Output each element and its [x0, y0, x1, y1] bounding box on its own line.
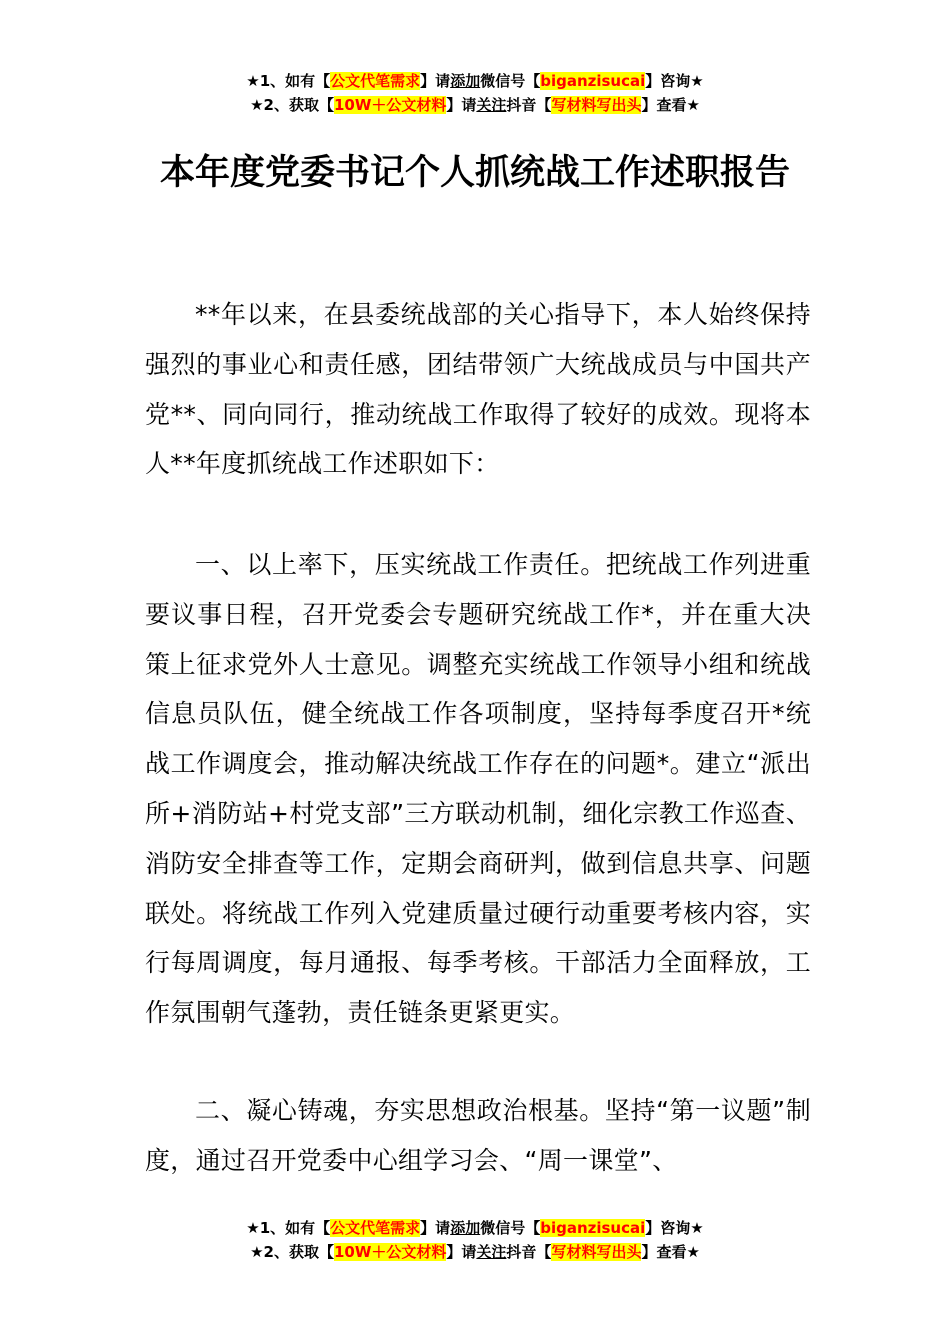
paragraph-text: **年以来，在县委统战部的关心指导下，本人始终保持强烈的事业心和责任感，团结带领广大统战成员与中国共产党**、同向同行，推动统战工作取得了较好的成效。现将本人**年度抓统战工作述职如下： [145, 300, 811, 479]
highlight-douyin-account: 写材料写出头 [551, 96, 642, 114]
banner-line-1 [0, 69, 950, 93]
banner-text: 】请 [446, 96, 477, 114]
underline-text: 关注 [476, 96, 507, 114]
banner-text: ★2、获取【 [250, 96, 334, 114]
highlight-wechat-id: biganzisucai [540, 1219, 646, 1237]
banner-line-2 [0, 1240, 950, 1264]
banner-text: 抖音【 [506, 96, 552, 114]
paragraph-text: 二、凝心铸魂，夯实思想政治根基。坚持“第一议题”制度，通过召开党委中心组学习会、“周一课堂”、 [145, 1096, 811, 1175]
banner-text: 微信号【 [480, 1219, 541, 1237]
header-banner [0, 69, 950, 117]
banner-text: ★2、获取【 [250, 1243, 334, 1261]
highlight-materials: 10W＋公文材料 [333, 96, 447, 114]
banner-text: 微信号【 [480, 72, 541, 90]
highlight-douyin-account: 写材料写出头 [551, 1243, 642, 1261]
highlight-materials: 10W＋公文材料 [333, 1243, 447, 1261]
banner-line-1 [0, 1216, 950, 1240]
banner-text: 】咨询★ [645, 1219, 704, 1237]
paragraph-section-1 [145, 540, 811, 1038]
banner-line-2 [0, 93, 950, 117]
paragraph-section-2 [145, 1086, 811, 1186]
document-title: 本年度党委书记个人抓统战工作述职报告 [159, 153, 790, 193]
banner-text: 】请 [420, 1219, 451, 1237]
footer-banner [0, 1216, 950, 1264]
underline-text: 添加 [450, 72, 481, 90]
banner-text: 】咨询★ [645, 72, 704, 90]
banner-text: 抖音【 [506, 1243, 552, 1261]
highlight-service: 公文代笔需求 [330, 1219, 421, 1237]
banner-text: 】查看★ [641, 1243, 700, 1261]
paragraph-text: 一、以上率下，压实统战工作责任。把统战工作列进重要议事日程，召开党委会专题研究统战工作*，并在重大决策上征求党外人士意见。调整充实统战工作领导小组和统战信息员队伍，健全统战工作各项制度，坚持每季度召开*统战工作调度会，推动解决统战工作存在的问题*。建立“派出所+消防站+村党支部”三方联动机制，细化宗教工作巡查、消防安全排查等工作，定期会商研判，做到信息共享、问题联处。将统战工作列入党建质量过硬行动重要考核内容，实行每周调度，每月通报、每季考核。干部活力全面释放，工作氛围朝气蓬勃，责任链条更紧更实。 [145, 550, 811, 1028]
banner-text: ★1、如有【 [246, 1219, 331, 1237]
highlight-service: 公文代笔需求 [330, 72, 421, 90]
banner-text: 】请 [420, 72, 451, 90]
paragraph-intro [145, 290, 811, 489]
banner-text: ★1、如有【 [246, 72, 331, 90]
highlight-wechat-id: biganzisucai [540, 72, 646, 90]
banner-text: 】请 [446, 1243, 477, 1261]
underline-text: 添加 [450, 1219, 481, 1237]
underline-text: 关注 [476, 1243, 507, 1261]
banner-text: 】查看★ [641, 96, 700, 114]
